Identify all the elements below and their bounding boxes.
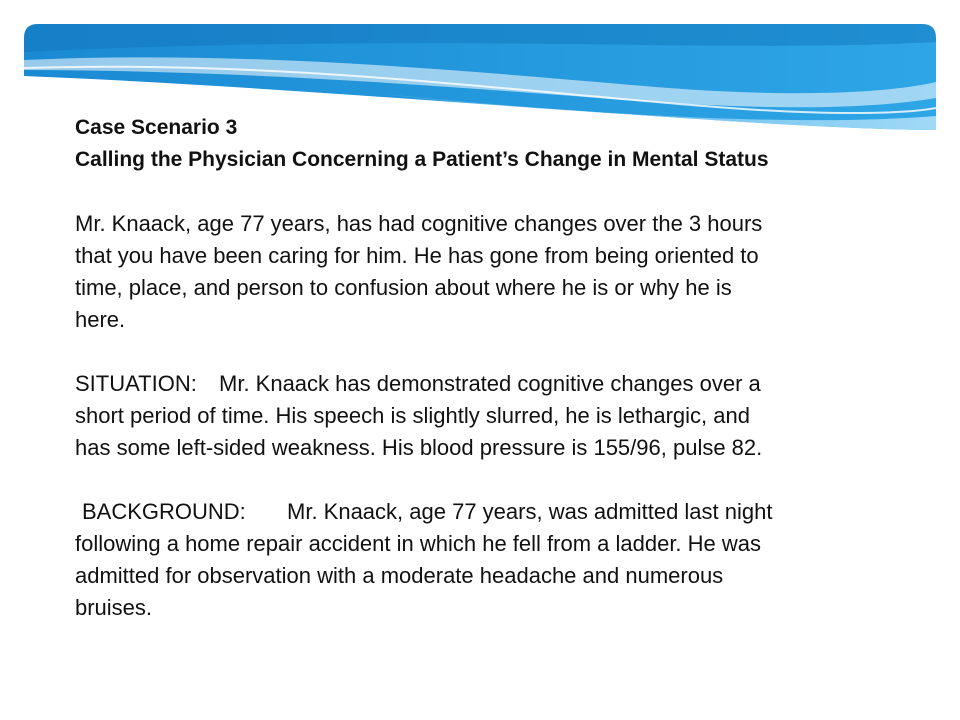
situation-label: SITUATION: [75, 371, 197, 396]
spacer [75, 464, 945, 496]
situation-first-line [75, 368, 945, 400]
background-line: admitted for observation with a moderate headache and numerous [75, 563, 724, 588]
slide-title: Case Scenario 3 [75, 116, 238, 139]
spacer [75, 336, 945, 368]
intro-line: Mr. Knaack, age 77 years, has had cognitive changes over the 3 hours [75, 211, 763, 236]
background-line: following a home repair accident in which he fell from a ladder. He was [75, 531, 762, 556]
background-line: bruises. [75, 595, 153, 620]
situation-line: has some left-sided weakness. His blood pressure is 155/96, pulse 82. [75, 435, 763, 460]
spacer [75, 176, 945, 208]
situation-text: Mr. Knaack has demonstrated cognitive changes over a [219, 371, 761, 396]
situation-line: short period of time. His speech is slightly slurred, he is lethargic, and [75, 403, 750, 428]
intro-line: here. [75, 307, 126, 332]
background-first-line [75, 496, 945, 528]
background-label: BACKGROUND: [82, 499, 246, 524]
intro-line: that you have been caring for him. He has gone from being oriented to [75, 243, 759, 268]
intro-line: time, place, and person to confusion about where he is or why he is [75, 275, 732, 300]
slide-text [75, 112, 945, 624]
background-text: Mr. Knaack, age 77 years, was admitted last night [287, 499, 773, 524]
slide-subtitle: Calling the Physician Concerning a Patient’s Change in Mental Status [75, 148, 769, 171]
